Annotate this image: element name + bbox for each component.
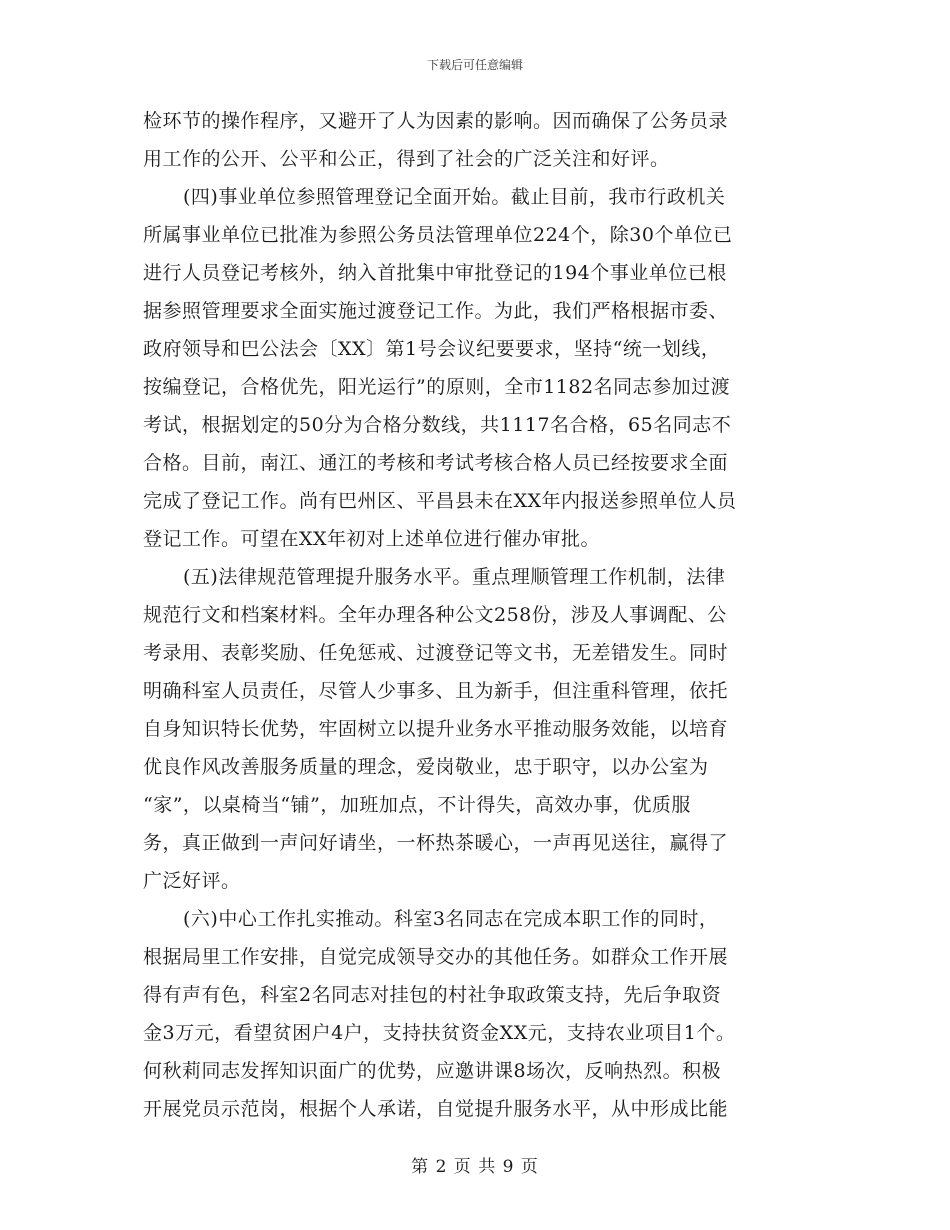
- text-line: 何秋莉同志发挥知识面广的优势，应邀讲课8场次，反响热烈。积极: [143, 1060, 722, 1082]
- document-body: [143, 102, 813, 1128]
- text-line: 登记工作。可望在XX年初对上述单位进行催办审批。: [143, 528, 601, 550]
- text-line: “家”，以桌椅当“铺”，加班加点，不计得失，高效办事，优质服: [143, 794, 691, 816]
- text-line: 根据局里工作安排，自觉完成领导交办的其他任务。如群众工作开展: [143, 946, 729, 968]
- text-line: 用工作的公开、公平和公正，得到了社会的广泛关注和好评。: [143, 148, 670, 170]
- text-line: 开展党员示范岗，根据个人承诺，自觉提升服务水平，从中形成比能: [143, 1098, 729, 1120]
- text-line: 据参照管理要求全面实施过渡登记工作。为此，我们严格根据市委、: [143, 300, 729, 322]
- header-note: 下载后可任意编辑: [426, 58, 523, 72]
- text-line: 考试，根据划定的50分为合格分数线，共1117名合格，65名同志不: [143, 414, 732, 436]
- text-line: 所属事业单位已批准为参照公务员法管理单位224个，除30个单位已: [143, 224, 733, 246]
- text-line: 优良作风改善服务质量的理念，爱岗敬业，忠于职守，以办公室为: [143, 756, 709, 778]
- text-line: 完成了登记工作。尚有巴州区、平昌县未在XX年内报送参照单位人员: [143, 490, 737, 512]
- text-line: 金3万元，看望贫困户4户，支持扶贫资金XX元，支持农业项目1个。: [143, 1022, 736, 1044]
- section-heading-line: (五)法律规范管理提升服务水平。重点理顺管理工作机制，法律: [183, 566, 726, 588]
- text-line: 务，真正做到一声问好请坐，一杯热茶暖心，一声再见送往，赢得了: [143, 832, 729, 854]
- text-line: 合格。目前，南江、通江的考核和考试考核合格人员已经按要求全面: [143, 452, 729, 474]
- section-heading-line: (四)事业单位参照管理登记全面开始。截止目前，我市行政机关: [183, 186, 726, 208]
- text-line: 进行人员登记考核外，纳入首批集中审批登记的194个事业单位已根: [143, 262, 727, 284]
- text-line: 得有声有色，科室2名同志对挂包的村社争取政策支持，先后争取资: [143, 984, 722, 1006]
- text-line: 检环节的操作程序，又避开了人为因素的影响。因而确保了公务员录: [143, 110, 729, 132]
- text-line: 明确科室人员责任，尽管人少事多、且为新手，但注重科管理，依托: [143, 680, 729, 702]
- text-line: 政府领导和巴公法会〔XX〕第1号会议纪要要求，坚持“统一划线，: [143, 338, 721, 360]
- text-line: 自身知识特长优势，牢固树立以提升业务水平推动服务效能，以培育: [143, 718, 729, 740]
- text-line: 按编登记，合格优先，阳光运行”的原则，全市1182名同志参加过渡: [143, 376, 731, 398]
- text-line: 考录用、表彰奖励、任免惩戒、过渡登记等文书，无差错发生。同时: [143, 642, 729, 664]
- page-number: 第 2 页 共 9 页: [411, 1157, 539, 1177]
- section-heading-line: (六)中心工作扎实推动。科室3名同志在完成本职工作的同时，: [183, 908, 719, 930]
- text-line: 规范行文和档案材料。全年办理各种公文258份，涉及人事调配、公: [143, 604, 727, 626]
- text-line: 广泛好评。: [143, 870, 241, 892]
